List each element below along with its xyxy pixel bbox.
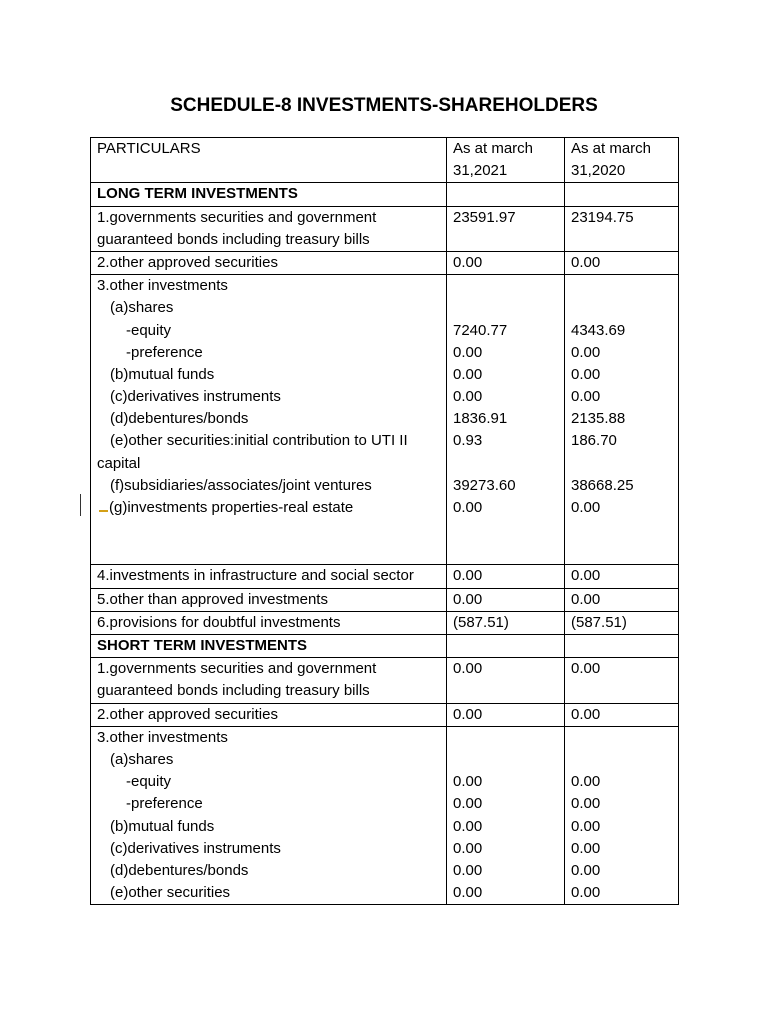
value-2021: 1836.91 [453,410,508,428]
value-2020: 0.00 [571,839,601,857]
value-2021: 0.00 [453,773,483,791]
value-2021: 23591.97 [453,208,516,226]
value-2020: 0.00 [571,343,601,361]
value-2020: 0.00 [571,705,601,723]
value-2020: 0.00 [571,660,601,678]
table-row-other-investments [91,275,679,565]
table-header-row [91,138,679,183]
value-2021: 0.00 [453,567,483,585]
investments-table [90,137,679,905]
value-2021: 0.00 [453,795,483,813]
section-heading-row [91,183,679,206]
value-2020: 0.00 [571,795,601,813]
row-label: (d)debentures/bonds [110,861,249,879]
row-label: (d)debentures/bonds [110,410,249,428]
row-label: 2.other approved securities [97,705,278,723]
row-label: (b)mutual funds [110,365,215,383]
row-label: -preference [126,343,203,361]
table-row [91,206,679,251]
value-2021: 0.00 [453,499,483,517]
value-2021: (587.51) [453,613,509,631]
text-cursor [80,494,81,516]
underscore-mark [99,510,108,512]
row-label: 1.governments securities and government guaranteed bonds including treasury bills [97,208,377,248]
value-2021: 0.00 [453,839,483,857]
row-label: -equity [126,321,172,339]
value-2021: 7240.77 [453,321,508,339]
header-2020: As at march 31,2020 [565,138,679,183]
table-row [91,611,679,634]
row-label: capital [97,454,141,472]
value-2021: 0.00 [453,365,483,383]
value-2021: 0.00 [453,343,483,361]
value-2021: 0.00 [453,253,483,271]
value-2020: 0.00 [571,773,601,791]
value-2021: 0.00 [453,660,483,678]
table-row [91,658,679,703]
table-row [91,251,679,274]
row-label: (b)mutual funds [110,817,215,835]
value-2021: 0.93 [453,432,483,450]
row-label: (a)shares [110,299,174,317]
value-2020: 0.00 [571,388,601,406]
page-title: SCHEDULE-8 INVESTMENTS-SHAREHOLDERS [170,95,598,116]
value-2020: 186.70 [571,432,617,450]
table-row [91,703,679,726]
row-label: 6.provisions for doubtful investments [97,613,341,631]
value-2020: 0.00 [571,253,601,271]
value-2020: 2135.88 [571,410,626,428]
long-term-heading: LONG TERM INVESTMENTS [91,183,447,206]
row-label: 2.other approved securities [97,253,278,271]
row-label: 5.other than approved investments [97,590,328,608]
row-label: 3.other investments [97,277,228,295]
table-row [91,588,679,611]
value-2020: 0.00 [571,567,601,585]
section-heading-row [91,634,679,657]
row-label: -preference [126,795,203,813]
row-label: -equity [126,773,172,791]
row-label: 3.other investments [97,728,228,746]
value-2020: 0.00 [571,884,601,902]
value-2021: 0.00 [453,705,483,723]
value-2020: 23194.75 [571,208,634,226]
row-label: (c)derivatives instruments [110,388,281,406]
row-label: (f)subsidiaries/associates/joint ventures [110,476,372,494]
value-2020: 0.00 [571,590,601,608]
value-2021: 0.00 [453,861,483,879]
value-2020: 0.00 [571,499,601,517]
value-2021: 0.00 [453,884,483,902]
row-label: (g)investments properties-real estate [109,499,354,517]
value-2020: 0.00 [571,365,601,383]
table-row [91,565,679,588]
value-2020: 38668.25 [571,476,634,494]
short-term-heading: SHORT TERM INVESTMENTS [91,634,447,657]
table-row-other-investments [91,726,679,905]
value-2020: 4343.69 [571,321,626,339]
value-2021: 0.00 [453,388,483,406]
row-label: (a)shares [110,750,174,768]
value-2020: 0.00 [571,817,601,835]
header-particulars: PARTICULARS [91,138,447,183]
row-label: (e)other securities [110,884,231,902]
value-2020: (587.51) [571,613,627,631]
row-label: 4.investments in infrastructure and social sector [97,567,414,585]
value-2021: 0.00 [453,817,483,835]
row-label: (c)derivatives instruments [110,839,281,857]
value-2021: 0.00 [453,590,483,608]
row-label: 1.governments securities and government guaranteed bonds including treasury bills [97,660,377,700]
header-2021: As at march 31,2021 [447,138,565,183]
value-2021: 39273.60 [453,476,516,494]
value-2020: 0.00 [571,861,601,879]
row-label: (e)other securities:initial contribution to UTI II [110,432,408,450]
